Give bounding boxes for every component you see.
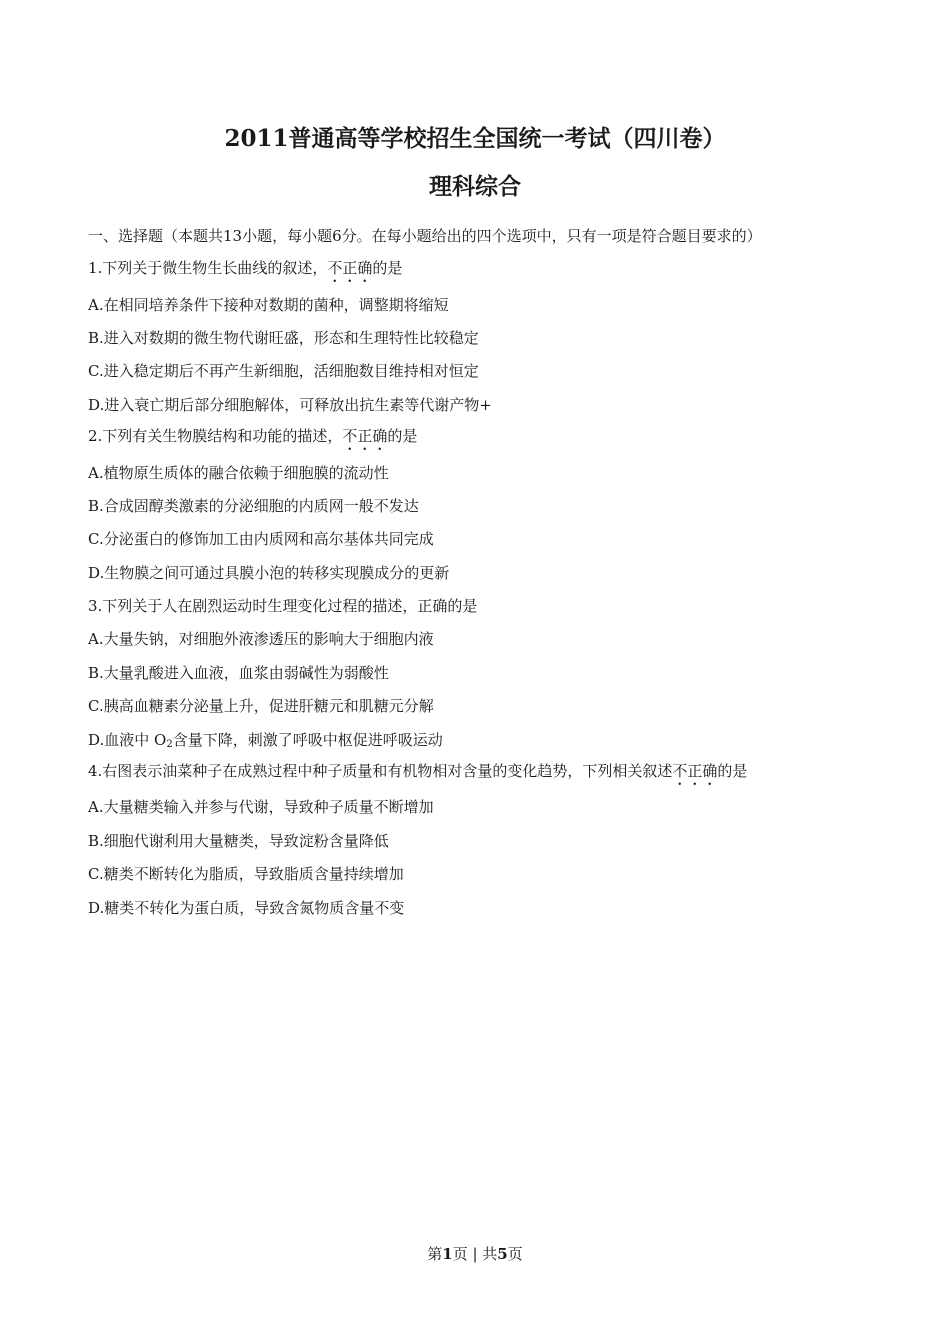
question-1-option-a: A.在相同培养条件下接种对数期的菌种，调整期将缩短 [88,296,449,314]
question-3-option-b: B.大量乳酸进入血液，血浆由弱碱性为弱酸性 [88,664,389,682]
question-1-option-d: D.进入衰亡期后部分细胞解体，可释放出抗生素等代谢产物+ [88,396,492,414]
question-3-option-c: C.胰高血糖素分泌量上升，促进肝糖元和肌糖元分解 [88,697,434,715]
question-1-option-c: C.进入稳定期后不再产生新细胞，活细胞数目维持相对恒定 [88,362,479,380]
page-title: 2011普通高等学校招生全国统一考试（四川卷） [224,125,726,152]
question-4-option-c: C.糖类不断转化为脂质，导致脂质含量持续增加 [88,865,404,883]
question-3-option-d: D.血液中 $O_2$含量下降，刺激了呼吸中枢促进呼吸运动 [88,731,443,750]
page-subtitle: 理科综合 [429,173,521,200]
question-2-option-a: A.植物原生质体的融合依赖于细胞膜的流动性 [88,464,389,482]
question-4-option-a: A.大量糖类输入并参与代谢，导致种子质量不断增加 [88,798,434,816]
question-4-option-d: D.糖类不转化为蛋白质，导致含氮物质含量不变 [88,899,405,917]
section-heading: 一、选择题（本题共13小题，每小题6分。在每小题给出的四个选项中，只有一项是符合题目要求的） [88,227,762,245]
question-3-stem: 3.下列关于人在剧烈运动时生理变化过程的描述，正确的是 [88,597,478,615]
subscript: 2 [166,739,173,750]
total-page-count: 5 [497,1245,508,1263]
question-2-option-d: D.生物膜之间可通过具膜小泡的转移实现膜成分的更新 [88,564,450,582]
page-footer: 第1页 | 共5页 [427,1245,523,1263]
emphasis-text: 不正确 [672,762,718,780]
question-2-option-c: C.分泌蛋白的修饰加工由内质网和高尔基体共同完成 [88,530,434,548]
question-2-option-b: B.合成固醇类激素的分泌细胞的内质网一般不发达 [88,497,419,515]
question-4-option-b: B.细胞代谢利用大量糖类，导致淀粉含量降低 [88,832,389,850]
current-page-number: 1 [442,1245,453,1263]
question-1-option-b: B.进入对数期的微生物代谢旺盛，形态和生理特性比较稳定 [88,329,479,347]
question-2-stem: 2.下列有关生物膜结构和功能的描述，不正确的是 [88,427,418,445]
question-3-option-a: A.大量失钠，对细胞外液渗透压的影响大于细胞内液 [88,630,434,648]
question-1-stem: 1.下列关于微生物生长曲线的叙述，不正确的是 [88,259,403,277]
question-4-stem: 4.右图表示油菜种子在成熟过程中种子质量和有机物相对含量的变化趋势，下列相关叙述不正确的是 [88,762,748,780]
emphasis-text: 不正确 [342,427,388,445]
emphasis-text: 不正确 [327,259,373,277]
